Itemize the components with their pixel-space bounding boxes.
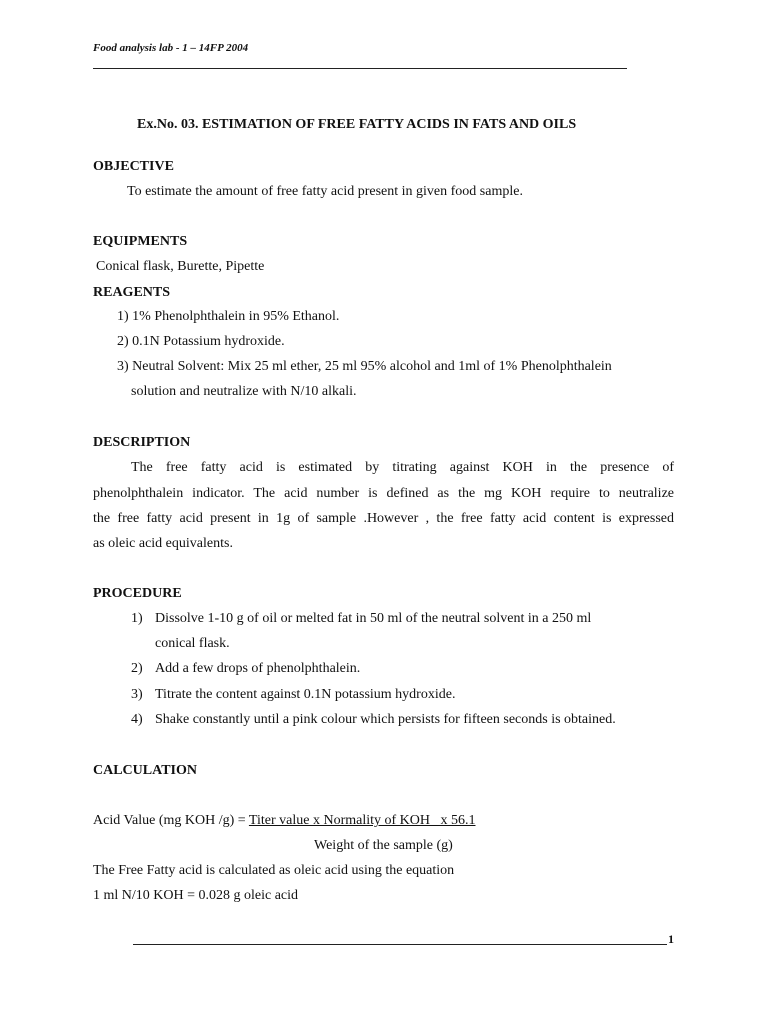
description-line: phenolphthalein indicator. The acid number is defined as the mg KOH require to neutralize [93, 486, 674, 501]
calculation-line: The Free Fatty acid is calculated as oleic acid using the equation [93, 863, 455, 878]
calculation-line: 1 ml N/10 KOH = 0.028 g oleic acid [93, 888, 299, 903]
description-heading: DESCRIPTION [93, 435, 191, 450]
procedure-step-text: conical flask. [155, 636, 230, 651]
procedure-step-text: Titrate the content against 0.1N potassium hydroxide. [155, 687, 456, 702]
procedure-step-number: 1) [131, 611, 143, 626]
equipments-heading: EQUIPMENTS [93, 234, 188, 249]
formula-numerator: Titer value x Normality of KOH x 56.1 [248, 813, 476, 828]
description-line: The free fatty acid is estimated by titrating against KOH in the presence of [131, 460, 674, 475]
calculation-heading: CALCULATION [93, 763, 197, 778]
running-header: Food analysis lab - 1 – 14FP 2004 [93, 42, 249, 54]
header-rule [93, 68, 627, 69]
procedure-step-text: Dissolve 1-10 g of oil or melted fat in 50 ml of the neutral solvent in a 250 ml [155, 611, 592, 626]
formula-denominator: Weight of the sample (g) [314, 838, 453, 853]
reagent-item: 1) 1% Phenolphthalein in 95% Ethanol. [117, 309, 340, 324]
reagent-item: 3) Neutral Solvent: Mix 25 ml ether, 25 ml 95% alcohol and 1ml of 1% Phenolphthalein [117, 359, 612, 374]
description-line: the free fatty acid present in 1g of sample .However , the free fatty acid content is expressed [93, 511, 674, 526]
reagents-heading: REAGENTS [93, 285, 171, 300]
reagent-item-continuation: solution and neutralize with N/10 alkali. [131, 384, 357, 399]
procedure-heading: PROCEDURE [93, 586, 182, 601]
procedure-step-number: 4) [131, 712, 143, 727]
equipments-text: Conical flask, Burette, Pipette [96, 259, 265, 274]
description-line: as oleic acid equivalents. [93, 536, 233, 551]
document-title: Ex.No. 03. ESTIMATION OF FREE FATTY ACIDS IN FATS AND OILS [137, 117, 577, 132]
objective-text: To estimate the amount of free fatty acid present in given food sample. [127, 184, 523, 199]
page-number: 1 [668, 932, 674, 946]
reagent-item: 2) 0.1N Potassium hydroxide. [117, 334, 285, 349]
formula-lhs: Acid Value (mg KOH /g) = [93, 813, 249, 828]
procedure-step-text: Add a few drops of phenolphthalein. [155, 661, 361, 676]
procedure-step-number: 2) [131, 661, 143, 676]
acid-value-formula [93, 812, 476, 830]
footer-rule [133, 944, 667, 945]
procedure-step-text: Shake constantly until a pink colour which persists for fifteen seconds is obtained. [155, 712, 616, 727]
procedure-step-number: 3) [131, 687, 143, 702]
objective-heading: OBJECTIVE [93, 159, 174, 174]
